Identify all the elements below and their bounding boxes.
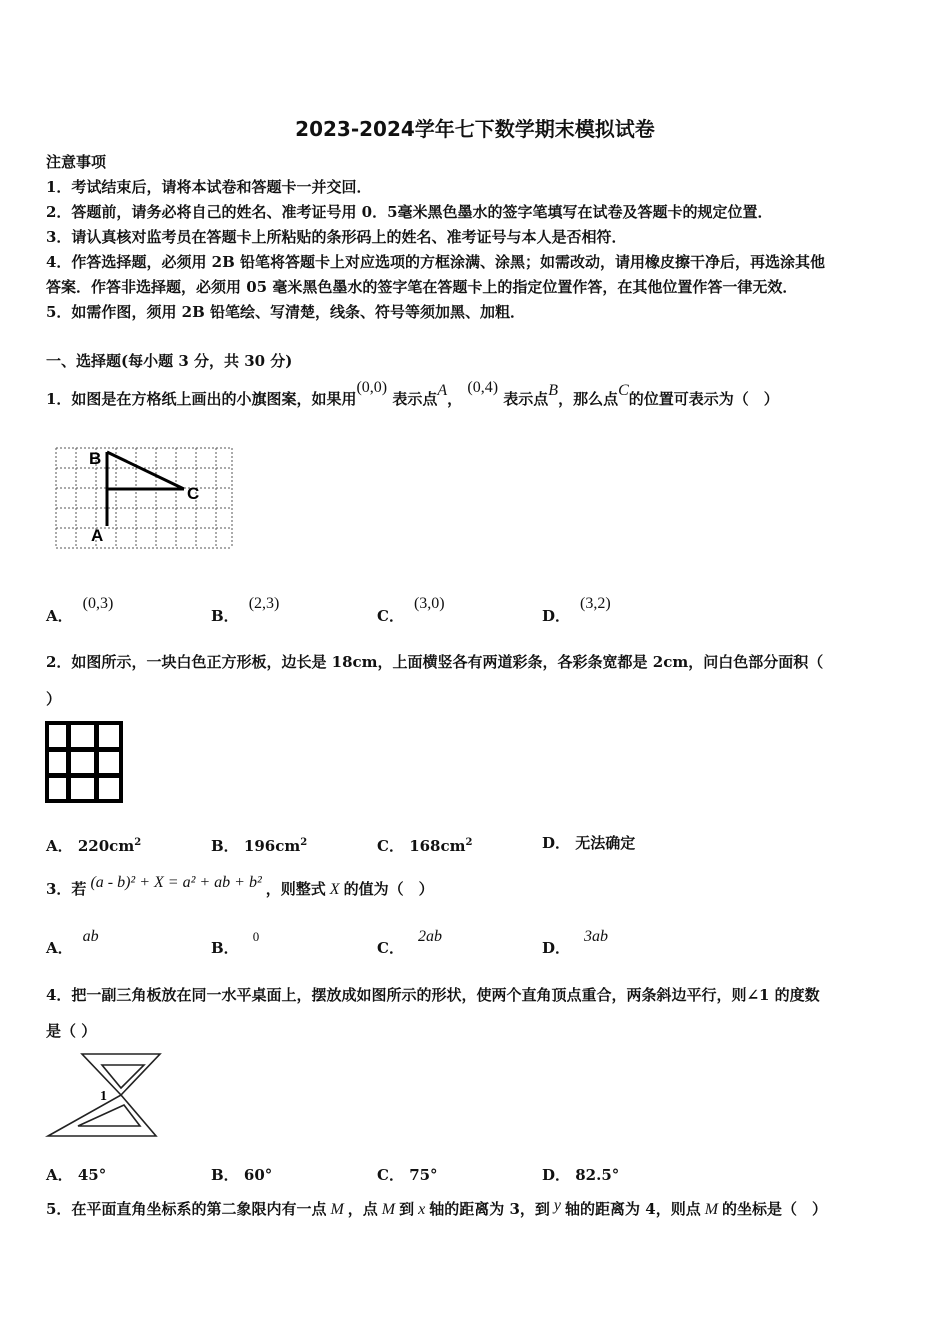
notice-item: 1．考试结束后，请将本试卷和答题卡一并交回．: [46, 178, 372, 196]
notice-item: 答案．作答非选择题，必须用 05 毫米黑色墨水的签字笔在答题卡上的指定位置作答，在其他位置作答一律无效．: [46, 278, 798, 296]
section-heading: 一、选择题(每小题 3 分，共 30 分): [46, 352, 293, 370]
point-b-label: B: [89, 449, 102, 468]
question-4-text-cont: 是（ ）: [46, 1022, 97, 1040]
question-4-text: 4．把一副三角板放在同一水平桌面上，摆放成如图所示的形状，使两个直角顶点重合，两条斜边平行，则∠1 的度数: [46, 986, 820, 1004]
q1-option-d[interactable]: D．(3,2): [542, 595, 611, 625]
flag-grid-figure: [52, 444, 237, 552]
q4-option-c[interactable]: C． 75°: [377, 1166, 438, 1184]
q2-option-a[interactable]: A． $220cm^2$: [46, 837, 142, 855]
notice-heading: 注意事项: [46, 153, 107, 171]
q3-option-b[interactable]: B．0: [211, 929, 260, 957]
q1-option-a[interactable]: A．(0,3): [46, 595, 114, 625]
notice-item: 2．答题前，请务必将自己的姓名、准考证号用 0．5毫米黑色墨水的签字笔填写在试卷及答题卡的规定位置．: [46, 203, 773, 221]
angle-1-label: 1: [100, 1089, 107, 1104]
q2-option-d[interactable]: D． 无法确定: [542, 834, 636, 852]
q4-option-d[interactable]: D． 82.5°: [542, 1166, 620, 1184]
q4-option-a[interactable]: A． 45°: [46, 1166, 107, 1184]
q3-option-d[interactable]: D．3ab: [542, 928, 609, 957]
question-5-text: 5．在平面直角坐标系的第二象限内有一点 M ，点 M 到 x 轴的距离为 3，到 y 轴的距离为 4，则点 M 的坐标是（ ）: [46, 1197, 828, 1218]
notice-item: 4．作答选择题，必须用 2B 铅笔将答题卡上对应选项的方框涂满、涂黑；如需改动，请用橡皮擦干净后，再选涂其他: [46, 253, 826, 271]
question-1-text: 1．如图是在方格纸上画出的小旗图案，如果用(0,0) 表示点A， (0,4) 表示点B，那么点C的位置可表示为（ ）: [46, 379, 779, 408]
q3-option-c[interactable]: C．2ab: [377, 928, 442, 957]
point-a-label: A: [91, 526, 104, 545]
question-2-text: 2．如图所示，一块白色正方形板，边长是 18cm，上面横竖各有两道彩条，各彩条宽都是 2cm，问白色部分面积（: [46, 653, 824, 671]
q2-option-c[interactable]: C． $168cm^2$: [377, 837, 473, 855]
q2-option-b[interactable]: B． $196cm^2$: [211, 837, 308, 855]
question-3-text: 3．若 (a - b)² + X = a² + ab + b² ，则整式 X 的值为（ ）: [46, 874, 434, 898]
q3-equation: (a - b)² + X = a² + ab + b²: [90, 874, 262, 891]
striped-board-figure: [45, 721, 124, 804]
question-2-text-cont: ）: [46, 690, 62, 708]
q1-option-c[interactable]: C．(3,0): [377, 595, 445, 625]
triangle-rulers-figure: [44, 1050, 164, 1142]
notice-item: 5．如需作图，须用 2B 铅笔绘、写清楚，线条、符号等须加黑、加粗．: [46, 303, 525, 321]
flag-top-edge: [107, 452, 184, 489]
page-title: 2023-2024学年七下数学期末模拟试卷: [295, 117, 655, 141]
q3-option-a[interactable]: A．ab: [46, 928, 99, 957]
q1-option-b[interactable]: B．(2,3): [211, 595, 280, 625]
notice-item: 3．请认真核对监考员在答题卡上所粘贴的条形码上的姓名、准考证号与本人是否相符．: [46, 228, 627, 246]
point-c-label: C: [187, 484, 200, 503]
q4-option-b[interactable]: B． 60°: [211, 1166, 273, 1184]
